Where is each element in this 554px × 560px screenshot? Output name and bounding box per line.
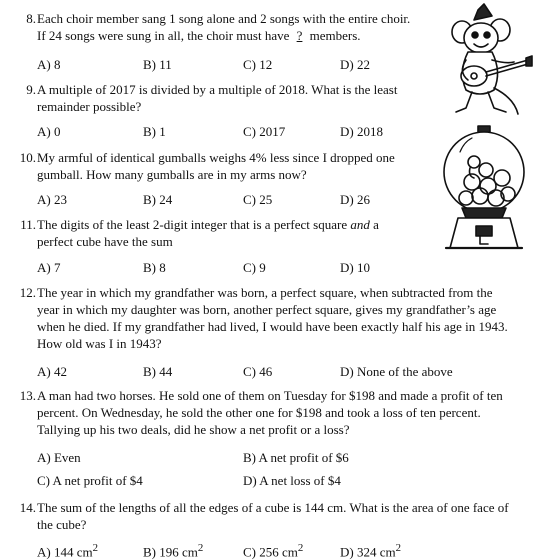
question-line: A man had two horses. He sold one of them on Tuesday for $198 and made a profit of ten — [37, 388, 503, 403]
option-text: A) 144 cm — [37, 544, 93, 560]
question-text — [37, 149, 395, 183]
question-line: How old was I in 1943? — [37, 336, 162, 351]
option-a: A) Even — [37, 450, 81, 465]
question-line: year in which my daughter was born, another perfect square, gives my grandfather’s age — [37, 302, 497, 317]
question-line: when he died. If my grandfather had lived, I would have been exactly half his age in 1943. — [37, 319, 508, 334]
option-d: D) 10 — [340, 260, 370, 275]
option-text: D) 324 cm — [340, 544, 396, 560]
question-line: gumball. How many gumballs are in my arms now? — [37, 167, 307, 182]
gumball-machine-illustration — [438, 122, 530, 254]
emphasis-text: and — [350, 217, 370, 232]
question-number: 12. — [19, 285, 36, 300]
question-line: The sum of the lengths of all the edges of a cube is 144 cm. What is the area of one face of — [37, 500, 509, 515]
option-text: C) 256 cm — [243, 544, 298, 560]
question-line: percent. On Wednesday, he sold the other one for $198 and took a loss of ten percent. — [37, 405, 481, 420]
question-line: Each choir member sang 1 song alone and 2 songs with the entire choir. — [37, 11, 411, 26]
option-a: A) 23 — [37, 192, 67, 207]
option-d: D) 22 — [340, 57, 370, 72]
option-b: B) 24 — [143, 192, 173, 207]
question-number: 8. — [26, 11, 36, 26]
question-line: A multiple of 2017 is divided by a multiple of 2018. What is the least — [37, 82, 398, 97]
question-line-part: members. — [309, 28, 361, 43]
answer-blank: ? — [296, 28, 303, 43]
option-a: A) 42 — [37, 364, 67, 379]
question-line: The year in which my grandfather was born, a perfect square, when subtracted from the — [37, 285, 493, 300]
option-a: A) 7 — [37, 260, 61, 275]
question-number: 13. — [19, 388, 36, 403]
question-number: 10. — [19, 150, 36, 165]
question-number: 11. — [20, 217, 36, 232]
question-line-part: If 24 songs were sung in all, the choir must have — [37, 28, 290, 43]
option-a: A) 8 — [37, 57, 61, 72]
option-c: C) 9 — [243, 260, 266, 275]
question-line-part: The digits of the least 2-digit integer that is a perfect square — [37, 217, 348, 232]
question-line — [37, 216, 379, 233]
question-line: the cube? — [37, 517, 87, 532]
option-b: B) 11 — [143, 57, 172, 72]
guitar-mouse-illustration — [444, 2, 534, 120]
option-c — [243, 540, 303, 560]
question-line: Tallying up his two deals, did he show a net profit or a loss? — [37, 422, 350, 437]
option-b: B) 8 — [143, 260, 166, 275]
option-d: D) None of the above — [340, 364, 453, 379]
option-text: B) 196 cm — [143, 544, 198, 560]
option-a — [37, 540, 98, 560]
question-number: 9. — [26, 82, 36, 97]
question-line-part: a — [373, 217, 379, 232]
question-text — [37, 284, 508, 352]
option-d: D) A net loss of $4 — [243, 473, 341, 488]
option-b: B) 1 — [143, 124, 166, 139]
question-number: 14. — [19, 500, 36, 515]
exponent: 2 — [297, 542, 304, 554]
question-text — [37, 10, 410, 44]
option-d: D) 26 — [340, 192, 370, 207]
option-d: D) 2018 — [340, 124, 383, 139]
question-text — [37, 387, 503, 438]
option-c: C) A net profit of $4 — [37, 473, 143, 488]
option-b: B) A net profit of $6 — [243, 450, 349, 465]
option-a: A) 0 — [37, 124, 61, 139]
question-line: My armful of identical gumballs weighs 4% less since I dropped one — [37, 150, 395, 165]
question-line: perfect cube have the sum — [37, 234, 173, 249]
option-b: B) 44 — [143, 364, 173, 379]
option-c: C) 46 — [243, 364, 273, 379]
question-text — [37, 216, 379, 250]
exponent: 2 — [395, 542, 402, 554]
question-text — [37, 499, 509, 533]
option-c: C) 2017 — [243, 124, 286, 139]
option-c: C) 12 — [243, 57, 273, 72]
option-d — [340, 540, 401, 560]
option-b — [143, 540, 203, 560]
question-line: remainder possible? — [37, 99, 142, 114]
question-line — [37, 27, 410, 44]
exponent: 2 — [197, 542, 204, 554]
exponent: 2 — [92, 542, 99, 554]
question-text — [37, 81, 397, 115]
option-c: C) 25 — [243, 192, 273, 207]
